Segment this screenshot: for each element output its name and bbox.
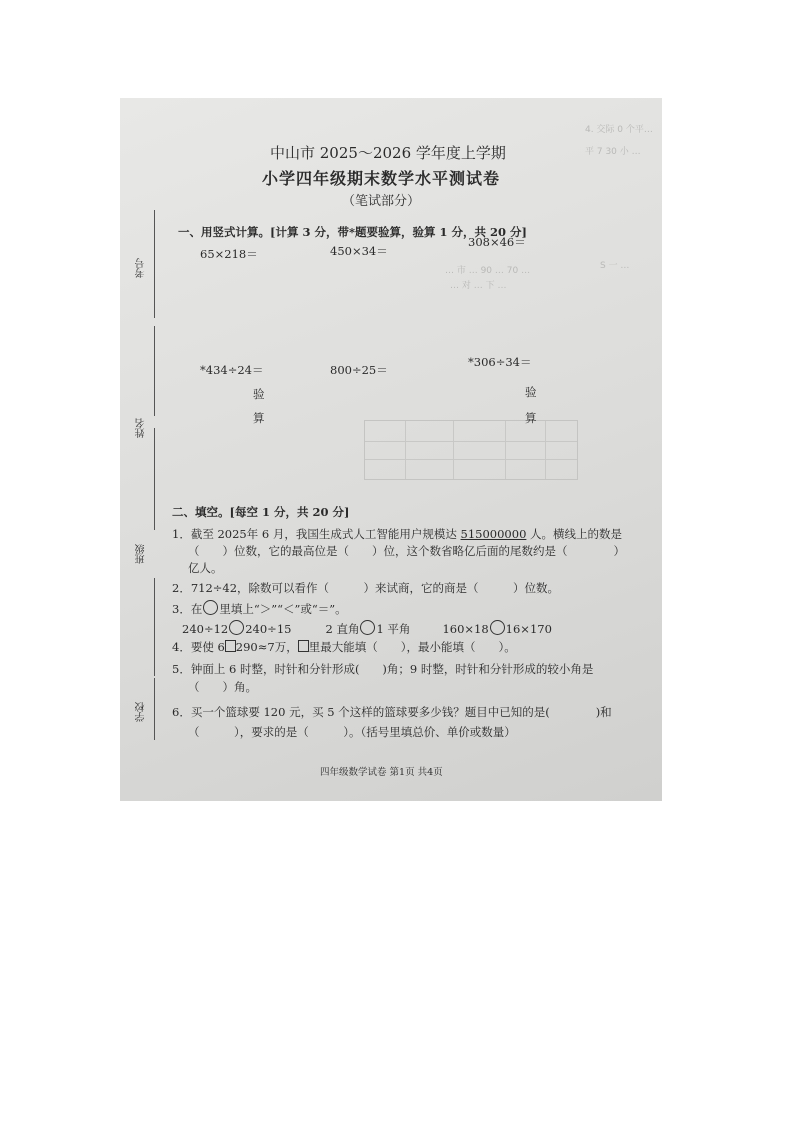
bleed-through-text: … 对 … 下 …: [450, 281, 507, 291]
binding-line: [154, 210, 155, 318]
question-3-comparisons: [182, 620, 552, 637]
compare-1-left: 240÷12: [182, 622, 229, 636]
circle-blank-icon: [490, 620, 505, 635]
exam-paper: [120, 98, 662, 801]
binding-line: [154, 578, 155, 676]
exam-title-year: 中山市 2025～2026 学年度上学期: [270, 144, 506, 162]
question-6-line2: （ ），要求的是（ ）。（括号里填总价、单价或数量）: [188, 725, 516, 739]
problem-5: 800÷25＝: [330, 363, 388, 377]
question-5-line2: （ ）角。: [188, 680, 257, 694]
question-3-text-a: 3．在: [172, 602, 203, 616]
circle-blank-icon: [360, 620, 375, 635]
compare-3-right: 16×170: [505, 622, 552, 636]
question-3: [172, 600, 347, 617]
section2-heading: 二、填空。[每空 1 分，共 20 分]: [172, 505, 350, 519]
binding-line: [154, 428, 155, 530]
circle-blank-icon: [229, 620, 244, 635]
name-label: 姓名: [136, 418, 147, 438]
question-4-text-a: 4．要使 6: [172, 640, 225, 654]
exam-subtitle: （笔试部分）: [342, 194, 421, 209]
compare-2-left: 2 直角: [325, 622, 360, 636]
problem-6: *306÷34＝: [468, 355, 532, 369]
section1-heading: 一、用竖式计算。[计算 3 分，带*题要验算，验算 1 分，共 20 分]: [178, 225, 527, 239]
question-4-text-b: 290≈7万，: [235, 640, 298, 654]
compare-1-right: 240÷15: [245, 622, 292, 636]
problem-4: *434÷24＝: [200, 363, 264, 377]
question-2: 2．712÷42，除数可以看作（ ）来试商，它的商是（ ）位数。: [172, 581, 560, 595]
square-blank-icon: [298, 640, 309, 652]
question-6-line1: 6．买一个篮球要 120 元，买 5 个这样的篮球要多少钱？题目中已知的是( )和: [172, 705, 612, 719]
circle-blank-icon: [203, 600, 218, 615]
compare-3-left: 160×18: [442, 622, 489, 636]
exam-title: 小学四年级期末数学水平测试卷: [262, 169, 501, 188]
class-label: 班级: [136, 544, 147, 564]
question-1-line2: （ ）位数，它的最高位是（ ）位，这个数省略亿后面的尾数约是（ ）: [188, 544, 625, 558]
question-1-number: 515000000: [460, 527, 527, 541]
problem-3: 308×46＝: [468, 235, 526, 249]
bleed-through-text: S 一 …: [600, 261, 630, 271]
binding-line: [154, 678, 155, 740]
problem-1: 65×218＝: [200, 247, 258, 261]
question-5-line1: 5．钟面上 6 时整，时针和分针形成( )角；9 时整，时针和分针形成的较小角是: [172, 662, 594, 676]
exam-number-label: 考号: [136, 258, 147, 278]
question-1-text-a: 1．截至 2025年 6 月，我国生成式人工智能用户规模达: [172, 527, 461, 541]
problem-2: 450×34＝: [330, 244, 388, 258]
compare-2-right: 1 平角: [376, 622, 411, 636]
page-footer: 四年级数学试卷 第1页 共4页: [320, 767, 443, 778]
bleed-through-table: [364, 420, 578, 480]
check-label-char1: 验: [525, 385, 537, 399]
school-label: 学校: [136, 702, 147, 722]
check-label-char2: 算: [525, 411, 537, 425]
question-1-line3: 亿人。: [188, 561, 223, 575]
question-4: [172, 639, 516, 655]
square-blank-icon: [225, 640, 236, 652]
question-1-line1: [172, 526, 622, 542]
binding-line: [154, 326, 155, 416]
scanned-exam-photo: [120, 98, 662, 801]
bleed-through-text: 4. 交际 0 个平…: [585, 125, 653, 135]
question-3-text-b: 里填上“＞”“＜”或“＝”。: [219, 602, 347, 616]
bleed-through-text: … 市 … 90 … 70 …: [445, 266, 531, 276]
question-4-text-c: 里最大能填（ ），最小能填（ ）。: [308, 640, 516, 654]
check-label-char2: 算: [253, 411, 265, 425]
check-label-char1: 验: [253, 387, 265, 401]
bleed-through-text: 平 7 30 小 …: [585, 147, 641, 157]
question-1-text-b: 人。横线上的数是: [526, 527, 623, 541]
